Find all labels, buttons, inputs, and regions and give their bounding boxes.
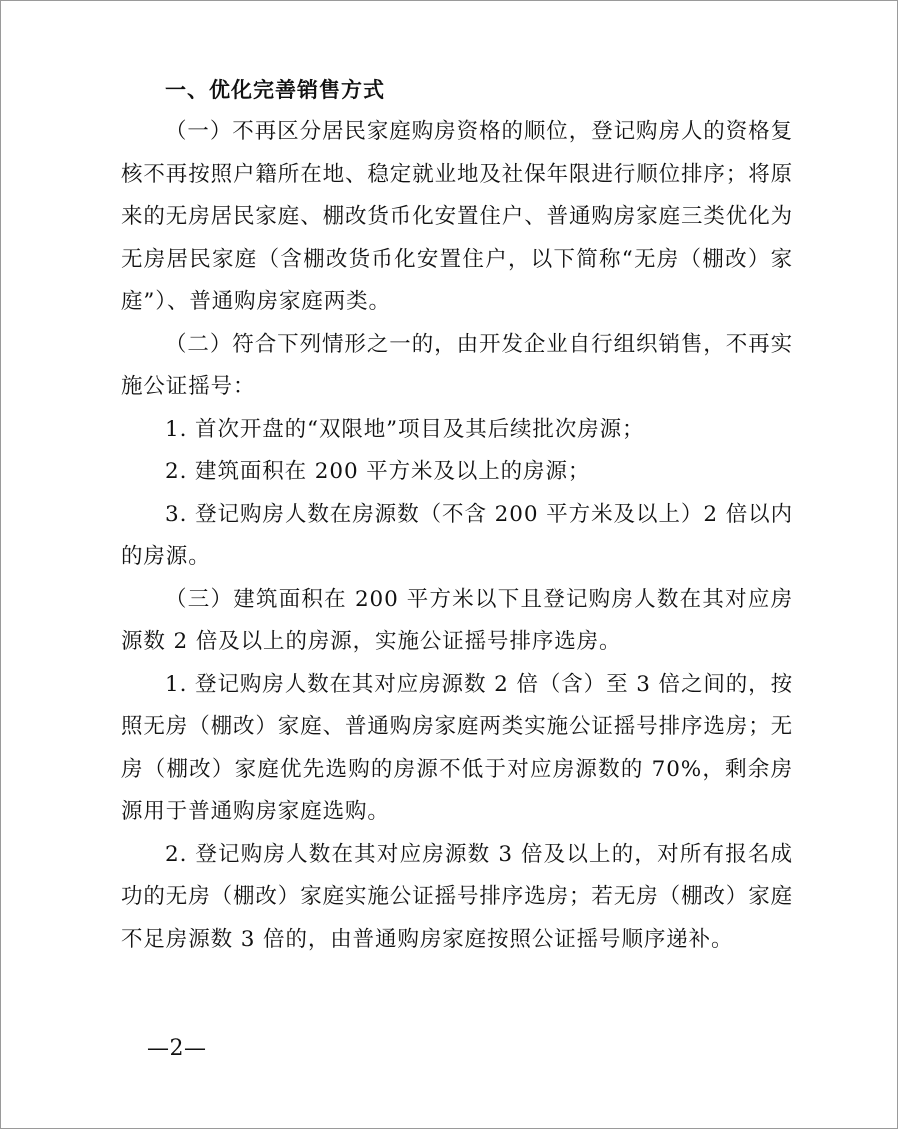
paragraph-3: （三）建筑面积在 200 平方米以下且登记购房人数在其对应房源数 2 倍及以上的房源，实施公证摇号排序选房。 xyxy=(121,586,793,654)
sub-item-2: 2. 登记购房人数在其对应房源数 3 倍及以上的，对所有报名成功的无房（棚改）家庭实施公证摇号排序选房；若无房（棚改）家庭不足房源数 3 倍的，由普通购房家庭按照公证摇号顺序递补。 xyxy=(121,841,794,952)
paragraph-1: （一）不再区分居民家庭购房资格的顺位，登记购房人的资格复核不再按照户籍所在地、稳定就业地及社保年限进行顺位排序；将原来的无房居民家庭、棚改货币化安置住户、普通购房家庭三类优化为无房居民家庭（含棚改货币化安置住户，以下简称“无房（棚改）家庭”）、普通购房家庭两类。 xyxy=(121,119,794,314)
list-item-1: 1. 首次开盘的“双限地”项目及其后续批次房源； xyxy=(165,416,645,442)
section-heading: 一、优化完善销售方式 xyxy=(165,78,385,102)
paragraph-2: （二）符合下列情形之一的，由开发企业自行组织销售，不再实施公证摇号： xyxy=(121,331,793,399)
list-item-3: 3. 登记购房人数在房源数（不含 200 平方米及以上）2 倍以内的房源。 xyxy=(121,501,793,569)
sub-item-1: 1. 登记购房人数在其对应房源数 2 倍（含）至 3 倍之间的，按照无房（棚改）家庭、普通购房家庭两类实施公证摇号排序选房；无房（棚改）家庭优先选购的房源不低于对应房源数的 70%，剩余房源用于普通购房家庭选购。 xyxy=(121,671,794,824)
document-body xyxy=(121,69,793,961)
list-item-2: 2. 建筑面积在 200 平方米及以上的房源； xyxy=(165,459,591,484)
page-number: —2— xyxy=(147,1036,207,1061)
